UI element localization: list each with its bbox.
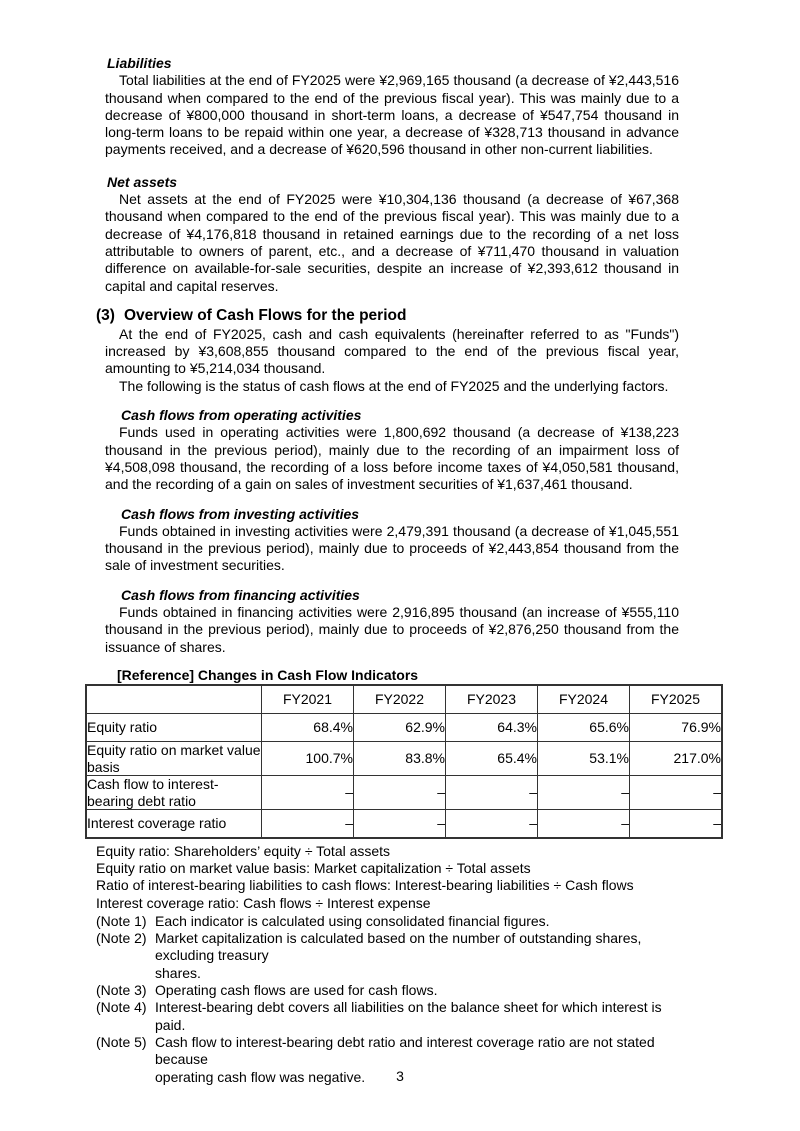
note-text bbox=[155, 913, 679, 930]
table-row bbox=[86, 776, 722, 810]
section-number: (3) bbox=[96, 306, 115, 324]
note-label: (Note 4) bbox=[96, 999, 147, 1016]
cash-flows-heading bbox=[96, 306, 679, 326]
indicator-label: Cash flow to interest-bearing debt ratio bbox=[86, 776, 262, 810]
definition-line: Equity ratio on market value basis: Market capitalization ÷ Total assets bbox=[96, 860, 531, 876]
operating-activities-paragraph: Funds used in operating activities were 1,800,692 thousand (a decrease of ¥138,223 thousand in the previous period), mainly due to the recording of an impairment loss of ¥4,508,098 thousand, the recording of a loss before income taxes of ¥4,050,581 thousand, and the recording of a gain on sales of investment securities of ¥1,637,461 thousand. bbox=[105, 424, 679, 493]
reference-heading: [Reference] Changes in Cash Flow Indicators bbox=[117, 666, 419, 683]
indicator-value: – bbox=[630, 776, 723, 810]
cash-flows-intro-paragraph: At the end of FY2025, cash and cash equivalents (hereinafter referred to as "Funds") increased by ¥3,608,855 thousand compared to the end of the previous fiscal year, amounting to ¥5,214,034 thousand. bbox=[105, 325, 679, 377]
note-label: (Note 1) bbox=[96, 912, 147, 929]
note-text-line: Each indicator is calculated using consolidated financial figures. bbox=[155, 912, 550, 929]
note-text bbox=[155, 930, 679, 982]
indicator-value: 100.7% bbox=[262, 742, 354, 776]
note-text-line: Operating cash flows are used for cash flows. bbox=[155, 982, 438, 999]
indicator-value: 53.1% bbox=[538, 742, 630, 776]
table-header-row bbox=[86, 685, 722, 714]
corner-header-cell bbox=[86, 685, 262, 714]
note-text-line: Interest-bearing debt covers all liabilities on the balance sheet for which interest is paid. bbox=[155, 999, 662, 1033]
indicator-value: 65.4% bbox=[446, 742, 538, 776]
indicator-value: 65.6% bbox=[538, 714, 630, 742]
note-text bbox=[155, 999, 679, 1034]
financing-activities-paragraph: Funds obtained in financing activities were 2,916,895 thousand (an increase of ¥555,110 thousand in the previous period), mainly due to proceeds of ¥2,876,250 thousand from the issuance of shares. bbox=[105, 604, 679, 655]
indicator-value: – bbox=[538, 810, 630, 838]
note-row bbox=[96, 930, 679, 982]
indicator-value: 83.8% bbox=[354, 742, 446, 776]
note-text-line: Cash flow to interest-bearing debt ratio and interest coverage ratio are not stated because bbox=[155, 1033, 655, 1068]
operating-activities-heading: Cash flows from operating activities bbox=[121, 407, 362, 424]
definition-line: Interest coverage ratio: Cash flows ÷ Interest expense bbox=[96, 894, 431, 911]
investing-activities-paragraph: Funds obtained in investing activities were 2,479,391 thousand (a decrease of ¥1,045,551 thousand in the previous period), mainly due to proceeds of ¥2,443,854 thousand from the sale of investment securities. bbox=[105, 522, 679, 574]
financing-activities-heading: Cash flows from financing activities bbox=[121, 586, 360, 603]
indicator-value: – bbox=[262, 776, 354, 810]
investing-activities-heading: Cash flows from investing activities bbox=[121, 505, 360, 522]
liabilities-paragraph: Total liabilities at the end of FY2025 were ¥2,969,165 thousand (a decrease of ¥2,443,516 thousand when compared to the end of the previous fiscal year). This was mainly due to a decrease of ¥800,000 thousand in short-term loans, a decrease of ¥547,754 thousand in long-term loans to be repaid within one year, a decrease of ¥328,713 thousand in advance payments received, and a decrease of ¥620,596 thousand in other non-current liabilities. bbox=[105, 72, 679, 158]
note-label: (Note 2) bbox=[96, 930, 147, 947]
liabilities-heading: Liabilities bbox=[107, 55, 172, 71]
definition-line: Ratio of interest-bearing liabilities to cash flows: Interest-bearing liabilities ÷ Cash flows bbox=[96, 877, 634, 894]
table-row bbox=[86, 810, 722, 838]
indicator-value: – bbox=[446, 776, 538, 810]
note-row bbox=[96, 913, 679, 930]
indicator-value: – bbox=[354, 776, 446, 810]
note-text-line: operating cash flow was negative. bbox=[155, 1068, 366, 1085]
net-assets-paragraph: Net assets at the end of FY2025 were ¥10,304,136 thousand (a decrease of ¥67,368 thousand when compared to the end of the previous fiscal year). This was mainly due to a decrease of ¥4,176,818 thousand in retained earnings due to the recording of a net loss attributable to owners of parent, etc., and a decrease of ¥711,470 thousand in valuation difference on available-for-sale securities, despite an increase of ¥2,393,612 thousand in capital and capital reserves. bbox=[105, 191, 679, 294]
indicator-label: Equity ratio bbox=[86, 714, 262, 742]
net-assets-heading: Net assets bbox=[107, 173, 178, 190]
page-number: 3 bbox=[396, 1068, 404, 1084]
indicator-value: – bbox=[354, 810, 446, 838]
indicator-value: – bbox=[446, 810, 538, 838]
section-title: Overview of Cash Flows for the period bbox=[123, 306, 407, 324]
cash-flow-indicators-table bbox=[85, 684, 723, 839]
note-label: (Note 3) bbox=[96, 982, 147, 999]
indicator-value: 62.9% bbox=[354, 714, 446, 742]
indicator-value: 76.9% bbox=[630, 714, 723, 742]
indicator-value: 64.3% bbox=[446, 714, 538, 742]
indicator-label: Equity ratio on market value basis bbox=[87, 742, 261, 775]
year-column-header: FY2023 bbox=[446, 685, 538, 714]
indicator-value: – bbox=[630, 810, 723, 838]
reference-section bbox=[87, 666, 721, 1086]
cash-flows-section bbox=[96, 306, 679, 656]
note-text-line: Market capitalization is calculated based on the number of outstanding shares, excluding treasury bbox=[155, 930, 642, 964]
note-text-line: shares. bbox=[155, 964, 201, 981]
note-row bbox=[96, 999, 679, 1034]
page-content bbox=[87, 55, 721, 1086]
note-label: (Note 5) bbox=[96, 1033, 147, 1050]
indicator-value: – bbox=[538, 776, 630, 810]
year-column-header: FY2025 bbox=[630, 685, 723, 714]
table-row bbox=[86, 714, 722, 742]
liabilities-section bbox=[105, 55, 679, 159]
indicator-value: – bbox=[262, 810, 354, 838]
year-column-header: FY2022 bbox=[354, 685, 446, 714]
net-assets-section bbox=[105, 174, 679, 295]
definition-line: Equity ratio: Shareholders’ equity ÷ Total assets bbox=[96, 842, 391, 859]
indicator-value: 68.4% bbox=[262, 714, 354, 742]
year-column-header: FY2024 bbox=[538, 685, 630, 714]
indicator-value: 217.0% bbox=[630, 742, 723, 776]
note-text bbox=[155, 982, 679, 999]
indicator-label: Interest coverage ratio bbox=[86, 810, 262, 838]
year-column-header: FY2021 bbox=[262, 685, 354, 714]
definitions-list bbox=[96, 843, 679, 912]
cash-flows-intro-paragraph-2: The following is the status of cash flows at the end of FY2025 and the underlying factors. bbox=[119, 377, 669, 394]
notes-list bbox=[96, 913, 679, 1086]
note-row bbox=[96, 982, 679, 999]
table-row bbox=[86, 742, 722, 776]
